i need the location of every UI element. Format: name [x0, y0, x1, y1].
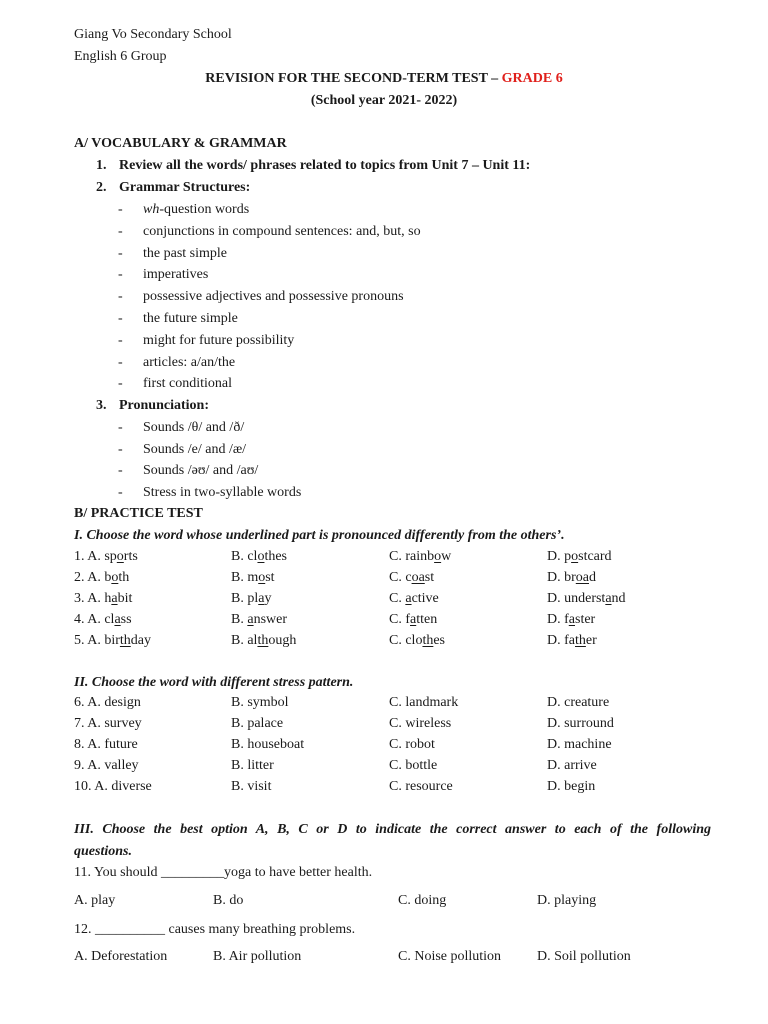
pronunciation-item: Sounds /e/ and /æ/: [143, 441, 247, 457]
answer-option: [389, 590, 439, 608]
item3-number: 3.: [96, 398, 107, 413]
answer-option: D. begin: [547, 779, 596, 794]
pronunciation-item: Stress in two-syllable words: [143, 484, 302, 500]
bullet-dash: -: [118, 289, 123, 305]
answer-option: C. bottle: [389, 758, 438, 773]
option-text-post: st: [265, 570, 275, 585]
bullet-dash: -: [118, 267, 123, 283]
answer-option: [547, 569, 596, 587]
option-text-post: tten: [416, 612, 438, 627]
option-text-post: bit: [117, 591, 133, 606]
answer-option: [389, 632, 445, 650]
item1-text: Review all the words/ phrases related to topics from Unit 7 – Unit 11:: [119, 158, 531, 173]
answer-option: A. play: [74, 893, 116, 908]
answer-option: 10. A. diverse: [74, 779, 152, 794]
title-grade: GRADE 6: [501, 71, 563, 86]
grammar-item: [143, 375, 232, 393]
option-text-pre: C. f: [389, 612, 410, 627]
item2-text: Grammar Structures:: [119, 180, 251, 195]
grammar-item-text: the future simple: [143, 311, 238, 326]
underlined-part: th: [257, 633, 269, 648]
grammar-item-text: conjunctions in compound sentences: and, but, so: [143, 223, 421, 239]
bullet-dash: -: [118, 202, 123, 217]
underlined-part: oa: [575, 570, 589, 585]
grammar-item: [143, 354, 235, 372]
grammar-item-text: -question words: [159, 202, 250, 217]
pronunciation-item: Sounds /θ/ and /ð/: [143, 420, 245, 435]
option-text-post: rts: [123, 549, 138, 564]
answer-option: 6. A. design: [74, 695, 141, 710]
item3-text: Pronunciation:: [119, 398, 209, 413]
answer-option: [231, 611, 287, 629]
underlined-part: o: [258, 570, 266, 585]
answer-option: C. wireless: [389, 716, 452, 731]
group-name: English 6 Group: [74, 49, 167, 64]
option-text-post: stcard: [578, 549, 612, 564]
bullet-dash: -: [118, 484, 123, 500]
option-text-post: ough: [268, 633, 297, 648]
option-text-post: th: [118, 570, 130, 585]
answer-option: A. Deforestation: [74, 949, 168, 964]
answer-option: [74, 548, 138, 566]
answer-option: [389, 611, 437, 629]
grammar-item: [143, 201, 249, 219]
underlined-part: oa: [411, 570, 425, 585]
option-text-post: ster: [575, 612, 596, 627]
option-text-post: st: [424, 570, 435, 585]
option-text-pre: C.: [389, 591, 406, 606]
answer-option: C. Noise pollution: [398, 949, 502, 964]
answer-option: [547, 632, 597, 650]
underlined-part: a: [410, 612, 417, 627]
grammar-item-text: possessive adjectives and possessive pronouns: [143, 289, 404, 305]
bullet-dash: -: [118, 311, 123, 326]
answer-option: C. doing: [398, 893, 447, 908]
answer-option: B. symbol: [231, 695, 289, 710]
grammar-item: [143, 310, 238, 328]
answer-option: 8. A. future: [74, 737, 138, 752]
answer-option: [389, 548, 451, 566]
option-text-post: ctive: [411, 591, 439, 606]
option-text-pre: C. clo: [389, 633, 423, 648]
option-text-post: ss: [120, 612, 132, 627]
answer-option: [389, 569, 434, 587]
option-text-post: nd: [611, 591, 626, 606]
option-text-pre: B. m: [231, 570, 259, 585]
option-text-pre: B. cl: [231, 549, 258, 564]
part3-title-line1: III. Choose the best option A, B, C or D to indicate the correct answer to each of the following: [74, 822, 711, 837]
answer-option: [231, 590, 271, 608]
bullet-dash: -: [118, 245, 123, 261]
answer-option: B. Air pollution: [213, 949, 302, 964]
underlined-part: th: [119, 633, 131, 648]
school-year: (School year 2021- 2022): [310, 93, 458, 108]
option-text-pre: D. f: [547, 612, 569, 627]
grammar-item: [143, 266, 208, 284]
grammar-item-italic: wh: [143, 202, 160, 217]
underlined-part: o: [111, 570, 119, 585]
answer-option: C. robot: [389, 737, 435, 752]
answer-option: B. palace: [231, 716, 284, 731]
option-text-pre: D. br: [547, 570, 576, 585]
underlined-part: a: [568, 612, 575, 627]
answer-option: [231, 632, 296, 650]
option-text-pre: 3. A. h: [74, 591, 112, 606]
answer-option: [74, 632, 151, 650]
option-text-pre: C. rainb: [389, 549, 435, 564]
section-b-heading: B/ PRACTICE TEST: [74, 506, 203, 521]
answer-option: [231, 548, 287, 566]
underlined-part: th: [422, 633, 434, 648]
pronunciation-item: Sounds /əʊ/ and /aʊ/: [143, 463, 259, 478]
answer-option: B. houseboat: [231, 737, 305, 752]
option-text-post: d: [589, 570, 596, 585]
underlined-part: a: [258, 591, 265, 606]
answer-option: [547, 590, 626, 608]
option-text-pre: D. p: [547, 549, 572, 564]
school-name: Giang Vo Secondary School: [74, 27, 232, 42]
bullet-dash: -: [118, 332, 123, 348]
underlined-part: a: [605, 591, 612, 606]
underlined-part: o: [434, 549, 442, 564]
question-11: 11. You should _________yoga to have better health.: [74, 865, 373, 880]
answer-option: [74, 611, 132, 629]
answer-option: 7. A. survey: [74, 716, 142, 731]
grammar-item: [143, 245, 227, 263]
option-text-pre: B.: [231, 612, 248, 627]
answer-option: D. arrive: [547, 758, 597, 773]
answer-option: D. machine: [547, 737, 612, 752]
answer-option: [74, 590, 132, 608]
answer-option: C. landmark: [389, 695, 459, 710]
answer-option: D. creature: [547, 695, 610, 710]
underlined-part: a: [111, 591, 118, 606]
grammar-item-text: might for future possibility: [143, 332, 295, 348]
bullet-dash: -: [118, 223, 123, 239]
answer-option: 9. A. valley: [74, 758, 139, 773]
option-text-post: er: [585, 633, 597, 648]
answer-option: B. visit: [231, 779, 272, 794]
option-text-pre: 4. A. cl: [74, 612, 115, 627]
option-text-pre: D. underst: [547, 591, 606, 606]
answer-option: D. Soil pollution: [537, 949, 631, 964]
answer-option: [231, 569, 275, 587]
grammar-item-text: imperatives: [143, 267, 209, 283]
underlined-part: a: [405, 591, 412, 606]
bullet-dash: -: [118, 463, 123, 478]
option-text-pre: 5. A. bir: [74, 633, 120, 648]
answer-option: [547, 611, 595, 629]
option-text-post: thes: [264, 549, 288, 564]
grammar-item: [143, 288, 404, 306]
option-text-post: day: [130, 633, 151, 648]
part1-title: I. Choose the word whose underlined part is pronounced differently from the others’.: [74, 528, 565, 543]
option-text-post: es: [433, 633, 446, 648]
underlined-part: th: [575, 633, 586, 648]
document-title: [0, 70, 768, 88]
question-12: 12. __________ causes many breathing problems.: [74, 922, 356, 937]
option-text-post: nswer: [253, 612, 287, 627]
answer-option: [547, 548, 612, 566]
option-text-pre: B. pl: [231, 591, 259, 606]
option-text-pre: 2. A. b: [74, 570, 112, 585]
underlined-part: a: [247, 612, 254, 627]
grammar-item: [143, 332, 294, 350]
underlined-part: o: [257, 549, 265, 564]
grammar-item-text: articles: a/an/the: [143, 354, 236, 370]
bullet-dash: -: [118, 420, 123, 435]
section-a-heading: A/ VOCABULARY & GRAMMAR: [74, 136, 287, 151]
answer-option: C. resource: [389, 779, 453, 794]
answer-option: D. playing: [537, 893, 597, 908]
bullet-dash: -: [118, 354, 123, 370]
underlined-part: o: [116, 549, 124, 564]
grammar-item-text: first conditional: [143, 376, 233, 392]
option-text-pre: D. fa: [547, 633, 575, 648]
answer-option: B. do: [213, 893, 244, 908]
underlined-part: o: [571, 549, 579, 564]
bullet-dash: -: [118, 376, 123, 392]
title-main: REVISION FOR THE SECOND-TERM TEST –: [205, 71, 502, 86]
item1-number: 1.: [96, 158, 107, 173]
part3-title-line2: questions.: [74, 844, 132, 859]
item2-number: 2.: [96, 180, 107, 195]
option-text-pre: C. c: [389, 570, 412, 585]
underlined-part: a: [114, 612, 121, 627]
grammar-item: [143, 223, 421, 241]
part2-title: II. Choose the word with different stress pattern.: [74, 675, 354, 690]
option-text-pre: B. al: [231, 633, 258, 648]
answer-option: D. surround: [547, 716, 614, 731]
answer-option: B. litter: [231, 758, 274, 773]
bullet-dash: -: [118, 441, 123, 457]
option-text-post: w: [441, 549, 452, 564]
answer-option: [74, 569, 129, 587]
option-text-pre: 1. A. sp: [74, 549, 117, 564]
grammar-item-text: the past simple: [143, 245, 227, 261]
option-text-post: y: [264, 591, 272, 606]
